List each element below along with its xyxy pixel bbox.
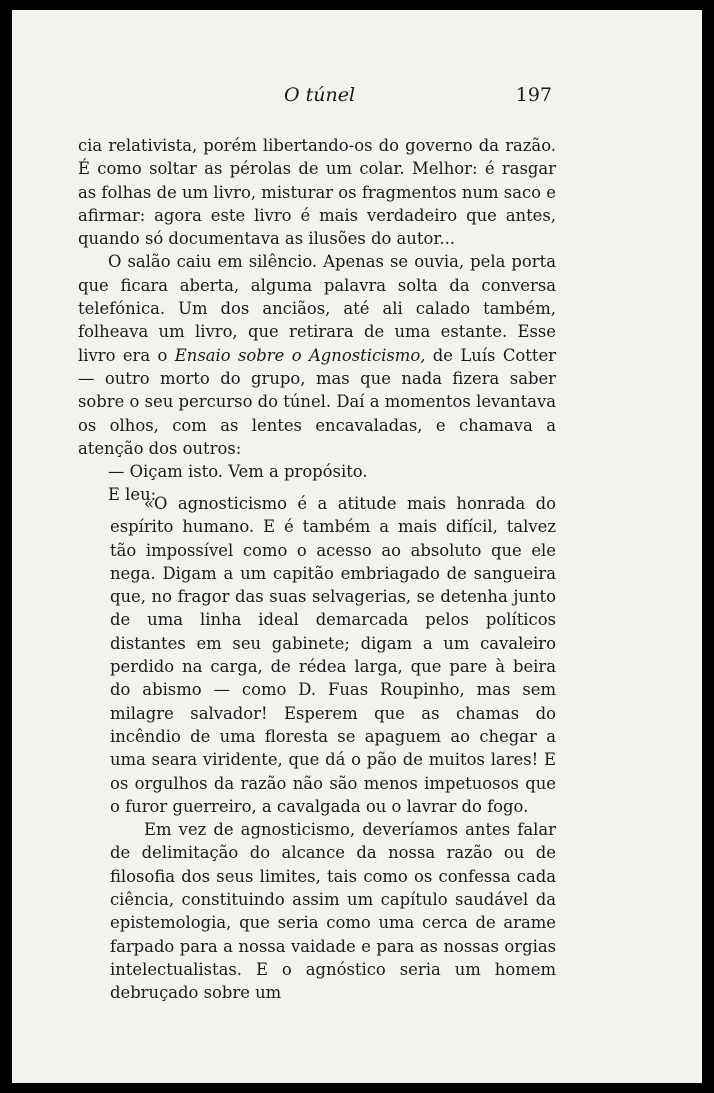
quote-paragraph: Em vez de agnosticismo, deveríamos antes falar de delimitação do alcance da nossa razão ou de filosofia dos seus limites, tais como os confessa cada ciência, constituindo assim um capítulo saudável da epistemologia, que seria como uma cerca de arame farpado para a nossa vaidade e para as nossas orgias intelectualistas. E o agnóstico seria um homem debruçado sobre um xyxy=(110,820,556,1003)
paragraph xyxy=(78,250,556,460)
dialogue-line: — Oiçam isto. Vem a propósito. xyxy=(108,462,368,482)
paragraph-text: O salão caiu em silêncio. Apenas se ouvia, pela porta que ficara aberta, alguma palavra solta da conversa telefónica. Um dos anciãos, até ali calado também, folheava um livro, que retirara de uma estante. Esse livro era o xyxy=(78,252,556,365)
page-number: 197 xyxy=(515,84,552,106)
main-text xyxy=(78,134,556,507)
paragraph: E leu: xyxy=(108,485,157,505)
book-page xyxy=(12,10,702,1083)
book-title: Ensaio sobre o Agnosticismo, xyxy=(174,345,426,365)
page-header xyxy=(12,84,702,112)
quotation-block xyxy=(110,492,556,1005)
paragraph: cia relativista, porém libertando-os do governo da razão. É como soltar as pérolas de um colar. Melhor: é rasgar as folhas de um livro, misturar os fragmentos num saco e afirmar: agora este livro é mais verdadeiro que antes, quando só documentava as ilusões do autor... xyxy=(78,136,556,249)
running-title: O túnel xyxy=(284,84,356,106)
paragraph-text: de Luís Cotter — outro morto do grupo, mas que nada fizera saber sobre o seu percurso do túnel. Daí a momentos levantava os olhos, com as lentes encavaladas, e chamava a atenção dos outros: xyxy=(78,345,556,458)
quote-paragraph: «O agnosticismo é a atitude mais honrada do espírito humano. E é também a mais difícil, talvez tão impossível como o acesso ao absoluto que ele nega. Digam a um capitão embriagado de sangueira que, no fragor das suas selvagerias, se detenha junto de uma linha ideal demarcada pelos políticos distantes em seu gabinete; digam a um cavaleiro perdido na carga, de rédea larga, que pare à beira do abismo — como D. Fuas Roupinho, mas sem milagre salvador! Esperem que as chamas do incêndio de uma floresta se apaguem ao chegar a uma seara viridente, que dá o pão de muitos lares! E os orgulhos da razão não são menos impetuosos que o furor guerreiro, a cavalgada ou o lavrar do fogo. xyxy=(110,494,556,816)
